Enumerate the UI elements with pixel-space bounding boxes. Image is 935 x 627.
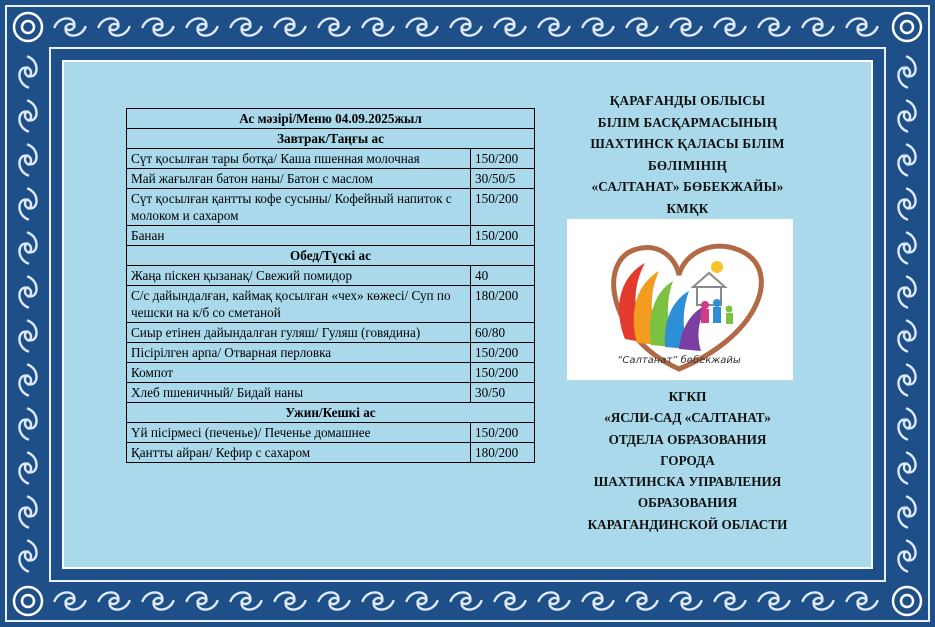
menu-row [127,286,535,323]
menu-row [127,149,535,169]
org-ru-line: ОБРАЗОВАНИЯ [637,495,738,511]
org-ru-line: КАРАГАНДИНСКОЙ ОБЛАСТИ [587,516,788,532]
logo-caption: “Салтанат” бөбекжайы [617,355,741,366]
org-kz-line: ШАХТИНСК ҚАЛАСЫ БІЛІМ [590,136,785,151]
dish-portion: 30/50/5 [471,169,535,189]
menu-row [127,343,535,363]
menu-row [127,266,535,286]
meal-heading [127,403,535,423]
org-ru-line: ОТДЕЛА ОБРАЗОВАНИЯ [608,431,767,447]
dish-portion: 60/80 [471,323,535,343]
dish-name: Май жағылған батон наны/ Батон с маслом [127,169,471,189]
dish-name: Жаңа піскен қызанақ/ Свежий помидор [127,266,471,286]
org-kz-line: «САЛТАНАТ» БӨБЕКЖАЙЫ» [591,179,784,194]
org-ru-line: КГКП [668,389,707,404]
org-kz-line: КМҚК [666,200,709,216]
dish-name: Пісірілген арпа/ Отварная перловка [127,343,471,363]
meal-heading-text: Завтрак/Таңғы ас [127,129,535,149]
menu-title-text: Ас мәзірі/Меню 04.09.2025жыл [127,109,535,129]
menu-row [127,169,535,189]
dish-name: Қантты айран/ Кефир с сахаром [127,443,471,463]
meal-heading-text: Ужин/Кешкі ас [127,403,535,423]
dish-portion: 30/50 [471,383,535,403]
dish-name: Компот [127,363,471,383]
menu-row [127,189,535,226]
dish-portion: 150/200 [471,189,535,226]
dish-name: Сүт қосылған қантты кофе сусыны/ Кофейный напиток с молоком и сахаром [127,189,471,226]
organization-name-ru [560,386,815,535]
organization-name-kz [560,90,815,219]
dish-name: Сүт қосылған тары ботқа/ Каша пшенная молочная [127,149,471,169]
dish-portion: 150/200 [471,363,535,383]
kindergarten-logo [567,219,793,380]
dish-portion: 180/200 [471,443,535,463]
meal-heading [127,246,535,266]
menu-row [127,423,535,443]
org-ru-line: «ЯСЛИ-САД «САЛТАНАТ» [604,410,771,426]
menu-row [127,443,535,463]
dish-portion: 40 [471,266,535,286]
dish-name: Үй пісірмесі (печенье)/ Печенье домашнее [127,423,471,443]
dish-name: Банан [127,226,471,246]
dish-portion: 150/200 [471,423,535,443]
org-ru-line: ШАХТИНСКА УПРАВЛЕНИЯ [593,474,782,490]
menu-row [127,363,535,383]
org-kz-line: БӨЛІМІНІҢ [648,157,727,173]
menu-title [127,109,535,129]
dish-portion: 150/200 [471,343,535,363]
dish-name: Хлеб пшеничный/ Бидай наны [127,383,471,403]
dish-portion: 180/200 [471,286,535,323]
meal-heading-text: Обед/Түскі ас [127,246,535,266]
dish-portion: 150/200 [471,226,535,246]
menu-table [126,108,535,463]
org-kz-line: ҚАРАҒАНДЫ ОБЛЫСЫ [609,93,766,108]
meal-heading [127,129,535,149]
org-kz-line: БІЛІМ БАСҚАРМАСЫНЫҢ [597,114,778,130]
org-ru-line: ГОРОДА [660,452,715,468]
menu-row [127,226,535,246]
menu-row [127,383,535,403]
dish-portion: 150/200 [471,149,535,169]
dish-name: С/с дайындалған, каймақ қосылған «чех» көжесі/ Суп по чешски на к/б со сметаной [127,286,471,323]
dish-name: Сиыр етінен дайындалған гуляш/ Гуляш (говядина) [127,323,471,343]
menu-row [127,323,535,343]
